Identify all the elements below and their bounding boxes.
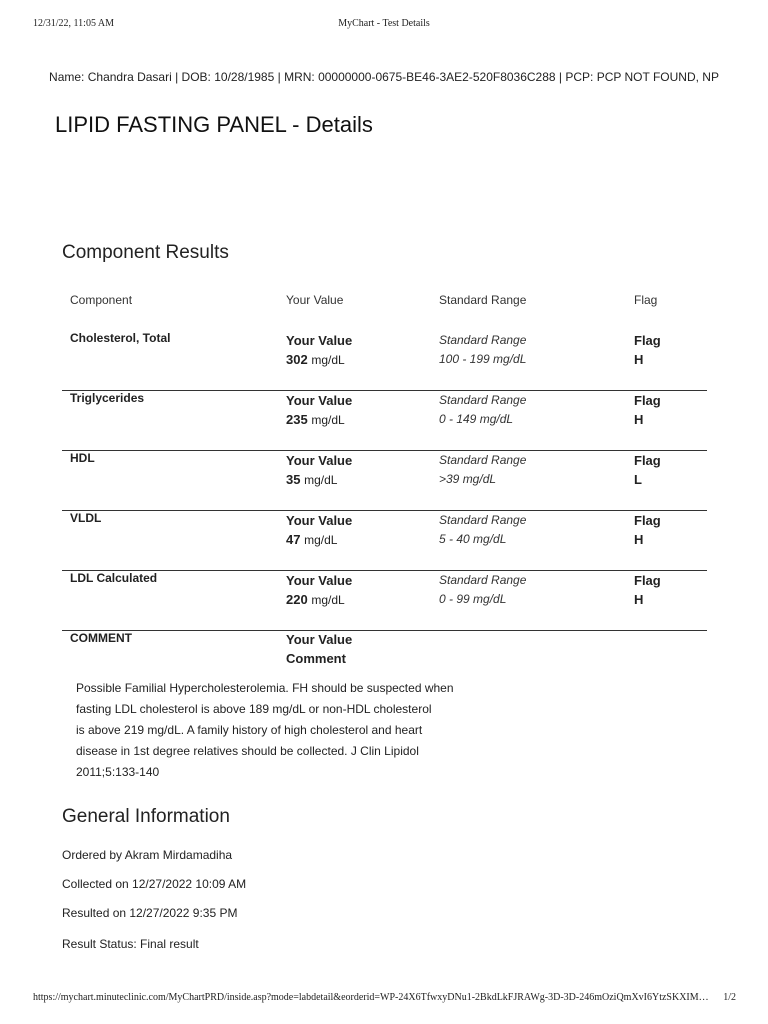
comment-text: [76, 678, 461, 783]
range-label: Standard Range: [439, 513, 527, 527]
standard-range: 100 - 199 mg/dL: [439, 352, 527, 366]
range-label: Standard Range: [439, 453, 527, 467]
flag-label: Flag: [634, 453, 661, 468]
result-unit: mg/dL: [311, 413, 345, 427]
ordered-by: Ordered by Akram Mirdamadiha: [62, 848, 233, 862]
comment-line: Possible Familial Hypercholesterolemia. FH should be suspected when: [76, 681, 454, 695]
value-label: Your Value: [286, 393, 353, 408]
comment-line: 2011;5:133-140: [76, 765, 160, 779]
result-row-hdl: [62, 451, 707, 511]
value-label: Your Value: [286, 513, 353, 528]
flag-label: Flag: [634, 393, 661, 408]
value-label: Your Value: [286, 573, 353, 588]
result-row-vldl: [62, 511, 707, 571]
comment-line: is above 219 mg/dL. A family history of high cholesterol and heart: [76, 723, 423, 737]
column-header-component: Component: [70, 293, 133, 307]
component-name: HDL: [70, 451, 95, 465]
result-unit: mg/dL: [311, 353, 345, 367]
range-cell: [439, 391, 526, 429]
flag-value: H: [634, 592, 644, 607]
comment-line: fasting LDL cholesterol is above 189 mg/dL or non-HDL cholesterol: [76, 702, 432, 716]
range-cell: [439, 451, 526, 489]
value-cell: [286, 571, 352, 610]
result-unit: mg/dL: [304, 533, 338, 547]
comment-value-sublabel: Comment: [286, 651, 346, 666]
patient-info: Name: Chandra Dasari | DOB: 10/28/1985 | MRN: 00000000-0675-BE46-3AE2-520F8036C288 | PCP: PCP NOT FOUND, NP: [49, 70, 719, 84]
range-cell: [439, 571, 526, 609]
flag-value: H: [634, 532, 644, 547]
component-name: LDL Calculated: [70, 571, 158, 585]
value-cell: [286, 451, 352, 490]
flag-cell: [634, 571, 661, 609]
result-row-cholesterol-total: [62, 331, 707, 391]
component-results-heading: Component Results: [62, 242, 229, 263]
flag-label: Flag: [634, 573, 661, 588]
value-cell: [286, 391, 352, 430]
page-title: LIPID FASTING PANEL - Details: [55, 112, 373, 137]
flag-cell: [634, 391, 661, 429]
range-cell: [439, 511, 526, 549]
print-datetime: 12/31/22, 11:05 AM: [33, 18, 115, 29]
page-url: https://mychart.minuteclinic.com/MyChartPRD/inside.asp?mode=labdetail&eorderid=WP-24X6TfwxyDNu1-2BkdLkFJRAWg-3D-3D-246mOziQmXvI6YtzSKXIM…: [33, 992, 709, 1003]
collected-on: Collected on 12/27/2022 10:09 AM: [62, 877, 247, 891]
flag-label: Flag: [634, 513, 661, 528]
comment-label: COMMENT: [70, 631, 132, 645]
value-label: Your Value: [286, 453, 353, 468]
comment-value-label: Your Value: [286, 632, 353, 647]
comment-line: disease in 1st degree relatives should be collected. J Clin Lipidol: [76, 744, 419, 758]
print-window-title: MyChart - Test Details: [338, 18, 430, 29]
page-number: 1/2: [723, 992, 736, 1003]
result-value: 220: [286, 592, 308, 607]
component-name: Triglycerides: [70, 391, 145, 405]
range-cell: [439, 331, 526, 369]
standard-range: 0 - 149 mg/dL: [439, 412, 514, 426]
standard-range: 5 - 40 mg/dL: [439, 532, 507, 546]
column-header-range: Standard Range: [439, 293, 527, 307]
flag-cell: [634, 331, 661, 369]
flag-label: Flag: [634, 333, 661, 348]
standard-range: >39 mg/dL: [439, 472, 497, 486]
value-cell: [286, 511, 352, 550]
column-header-flag: Flag: [634, 293, 658, 307]
standard-range: 0 - 99 mg/dL: [439, 592, 507, 606]
comment-value-cell: [286, 630, 352, 668]
range-label: Standard Range: [439, 393, 527, 407]
flag-cell: [634, 511, 661, 549]
row-divider: [62, 630, 707, 631]
result-row-triglycerides: [62, 391, 707, 451]
flag-value: H: [634, 412, 644, 427]
result-unit: mg/dL: [311, 593, 345, 607]
result-value: 35: [286, 472, 301, 487]
result-status: Result Status: Final result: [62, 937, 199, 951]
flag-value: L: [634, 472, 642, 487]
general-information-heading: General Information: [62, 806, 230, 827]
result-value: 235: [286, 412, 308, 427]
value-label: Your Value: [286, 333, 353, 348]
range-label: Standard Range: [439, 573, 527, 587]
result-row-ldl-calculated: [62, 571, 707, 631]
component-name: Cholesterol, Total: [70, 331, 171, 345]
component-name: VLDL: [70, 511, 102, 525]
result-unit: mg/dL: [304, 473, 338, 487]
result-value: 302: [286, 352, 308, 367]
flag-cell: [634, 451, 661, 489]
range-label: Standard Range: [439, 333, 527, 347]
resulted-on: Resulted on 12/27/2022 9:35 PM: [62, 906, 238, 920]
result-value: 47: [286, 532, 301, 547]
flag-value: H: [634, 352, 644, 367]
value-cell: [286, 331, 352, 370]
column-header-value: Your Value: [286, 293, 344, 307]
